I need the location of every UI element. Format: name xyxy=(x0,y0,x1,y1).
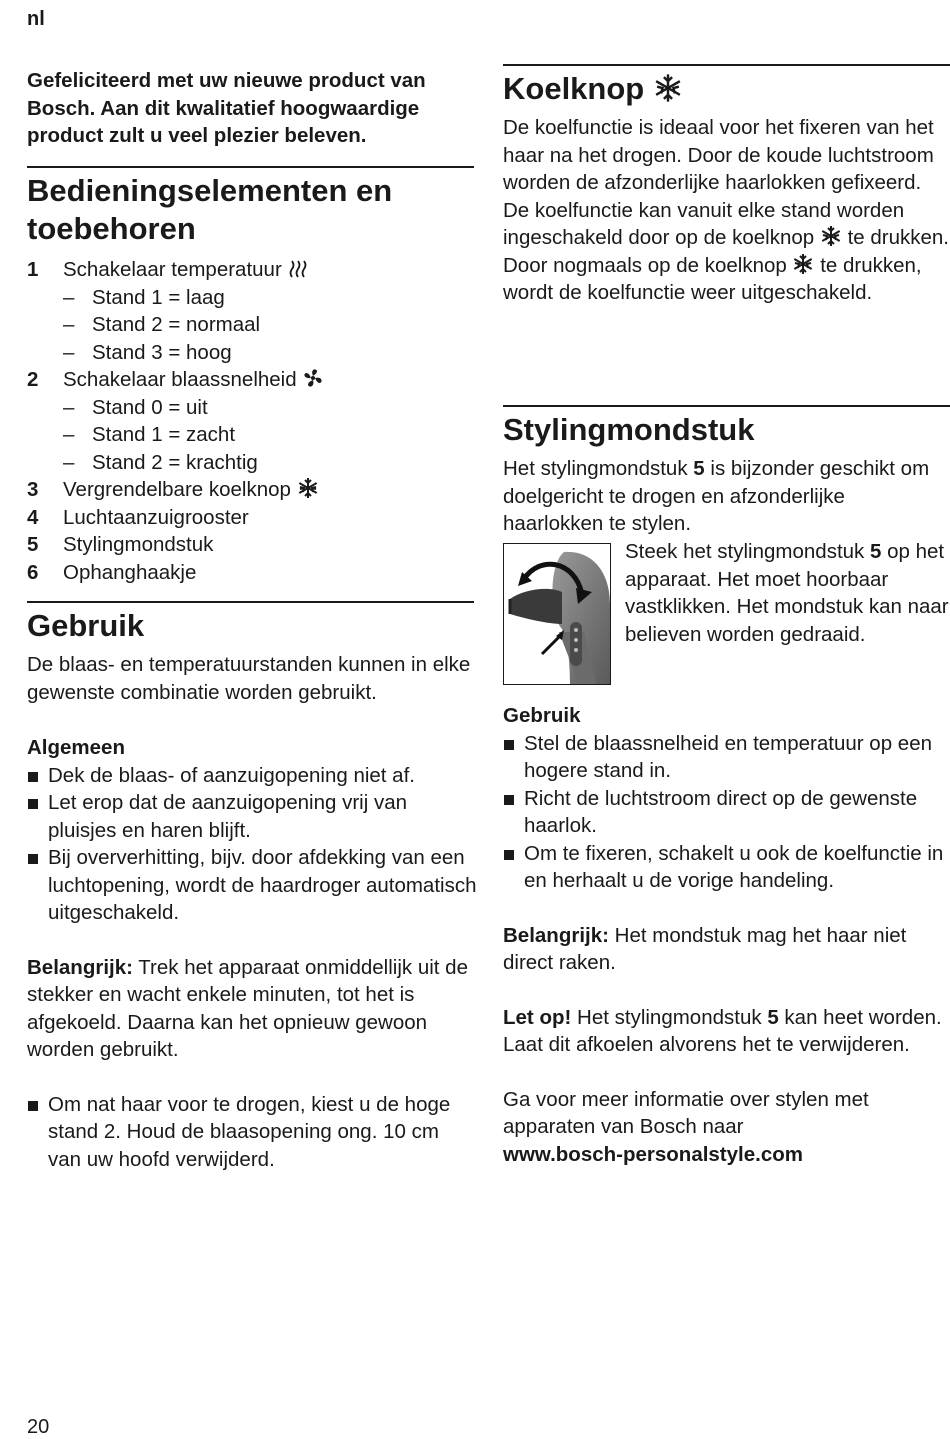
general-title: Algemeen xyxy=(27,736,125,759)
section-divider xyxy=(27,601,474,603)
figure-caption xyxy=(625,538,950,648)
caution-text: Het stylingmondstuk xyxy=(571,1005,768,1029)
list-item xyxy=(27,762,477,790)
item-label: Ophanghaakje xyxy=(63,560,197,584)
styling-usage-list xyxy=(503,730,950,895)
list-item xyxy=(27,531,477,559)
intro-text: Gefeliciteerd met uw nieuwe product van Bosch. Aan dit kwalitatief hoogwaardige product zult u veel plezier beleven. xyxy=(27,69,426,147)
important-note xyxy=(27,954,477,1064)
caution-note xyxy=(503,1004,950,1059)
list-subitem: – Stand 3 = hoog xyxy=(27,339,477,367)
part-number: 5 xyxy=(693,457,705,480)
styling-usage xyxy=(503,702,950,1168)
caption-text: op het apparaat. Het moet hoorbaar vastklikken. Het mondstuk kan naar believen worden gedraaid. xyxy=(625,540,949,646)
list-item xyxy=(27,789,477,844)
list-subitem: – Stand 0 = uit xyxy=(27,394,477,422)
list-item xyxy=(27,256,477,284)
section-divider xyxy=(27,166,474,168)
usage-section xyxy=(27,607,477,1173)
usage-title: Gebruik xyxy=(27,608,145,643)
item-label: Schakelaar temperatuur xyxy=(63,258,282,281)
cool-text: Door nogmaals op de koelknop xyxy=(503,253,787,277)
item-label: Schakelaar blaassnelheid xyxy=(63,368,297,391)
subitem-label: Stand 1 = zacht xyxy=(92,423,236,446)
part-number: 5 xyxy=(870,540,882,563)
styling-important-note xyxy=(503,922,950,977)
list-subitem: – Stand 1 = laag xyxy=(27,284,477,312)
styling-section xyxy=(503,411,950,538)
subitem-label: Stand 2 = normaal xyxy=(92,313,261,336)
styling-usage-title: Gebruik xyxy=(503,704,581,727)
cool-text: De koelfunctie kan vanuit elke stand worden ingeschakeld door op de koelknop xyxy=(503,198,905,249)
website-link[interactable]: www.bosch-personalstyle.com xyxy=(503,1142,803,1166)
important-label: Belangrijk: xyxy=(503,923,609,947)
item-label: Stylingmondstuk xyxy=(63,533,214,556)
bullet-text: Richt de luchtstroom direct op de gewenste haarlok. xyxy=(524,786,918,837)
bullet-text: Bij oververhitting, bijv. door afdekking van een luchtopening, wordt de haardroger automatisch uitgeschakeld. xyxy=(48,846,477,924)
list-item xyxy=(27,366,477,394)
important-text: Het mondstuk mag het haar niet direct raken. xyxy=(503,923,907,974)
controls-list xyxy=(27,256,477,586)
item-number: 2 xyxy=(27,368,39,391)
bullet-text: Let erop dat de aanzuigopening vrij van pluisjes en haren blijft. xyxy=(48,791,408,842)
cool-text: te drukken, wordt de koelfunctie weer uitgeschakeld. xyxy=(503,253,922,304)
info-text: Ga voor meer informatie over stylen met apparaten van Bosch naar xyxy=(503,1087,869,1138)
cool-paragraph-1: De koelfunctie is ideaal voor het fixeren van het haar na het drogen. Door de koude luchtstroom worden de afzonderlijke haarlokken gefixeerd. xyxy=(503,116,934,194)
fan-icon xyxy=(302,367,324,389)
list-item xyxy=(503,730,950,785)
controls-title: Bedieningselementen en toebehoren xyxy=(27,173,393,246)
list-item xyxy=(27,504,477,532)
item-number: 6 xyxy=(27,560,39,584)
page-number: 20 xyxy=(27,1416,50,1438)
important-text: Trek het apparaat onmiddellijk uit de stekker en wacht enkele minuten, tot het is afgekoeld. Daarna kan het opnieuw gewoon worden gebruikt. xyxy=(27,955,468,1061)
section-divider xyxy=(503,405,950,407)
cool-paragraph-3 xyxy=(503,252,950,307)
subitem-label: Stand 1 = laag xyxy=(92,285,225,309)
general-list xyxy=(27,762,477,927)
list-item xyxy=(503,840,950,895)
snowflake-icon xyxy=(653,73,683,103)
hair-dryer-image xyxy=(504,544,610,684)
item-label: Vergrendelbare koelknop xyxy=(63,478,291,501)
list-subitem: – Stand 2 = krachtig xyxy=(27,449,477,477)
part-number: 5 xyxy=(767,1005,779,1029)
bullet-text: Dek de blaas- of aanzuigopening niet af. xyxy=(48,763,415,787)
wet-hair-list xyxy=(27,1091,477,1174)
cool-title xyxy=(503,70,950,108)
list-item xyxy=(27,1091,477,1174)
subitem-label: Stand 3 = hoog xyxy=(92,340,232,364)
list-item xyxy=(27,844,477,927)
item-number: 4 xyxy=(27,505,39,529)
list-subitem: – Stand 2 = normaal xyxy=(27,311,477,339)
list-item xyxy=(27,476,477,504)
item-label: Luchtaanzuigrooster xyxy=(63,505,249,529)
usage-intro: De blaas- en temperatuurstanden kunnen in elke gewenste combinatie worden gebruikt. xyxy=(27,653,471,704)
list-item xyxy=(27,559,477,587)
bullet-text: Om nat haar voor te drogen, kiest u de hoge stand 2. Houd de blaasopening ong. 10 cm van uw hoofd verwijderd. xyxy=(48,1092,451,1171)
cool-title-text: Koelknop xyxy=(503,71,645,106)
caution-text: kan heet worden. Laat dit afkoelen alvorens het te verwijderen. xyxy=(503,1005,942,1056)
subitem-label: Stand 2 = krachtig xyxy=(92,450,258,474)
bullet-text: Stel de blaassnelheid en temperatuur op een hogere stand in. xyxy=(524,731,933,782)
controls-section xyxy=(27,172,477,586)
caution-label: Let op! xyxy=(503,1005,572,1029)
snowflake-icon xyxy=(820,225,842,247)
section-divider xyxy=(503,64,950,66)
bullet-text: Om te fixeren, schakelt u ook de koelfunctie in en herhaalt u de vorige handeling. xyxy=(524,841,944,892)
snowflake-icon xyxy=(297,477,319,499)
caption-text: Steek het stylingmondstuk xyxy=(625,540,870,563)
snowflake-icon xyxy=(792,253,814,275)
language-code: nl xyxy=(27,8,45,30)
cool-paragraph-2 xyxy=(503,197,950,252)
list-item xyxy=(503,785,950,840)
styling-text: is bijzonder geschikt om doelgericht te drogen en afzonderlijke haarlokken te stylen. xyxy=(503,457,930,535)
list-subitem: – Stand 1 = zacht xyxy=(27,421,477,449)
styling-title: Stylingmondstuk xyxy=(503,412,755,447)
cool-section xyxy=(503,70,950,307)
styling-text: Het stylingmondstuk xyxy=(503,457,694,480)
important-label: Belangrijk: xyxy=(27,955,133,979)
heat-icon xyxy=(288,259,308,279)
subitem-label: Stand 0 = uit xyxy=(92,395,208,419)
cool-text: te drukken. xyxy=(847,226,949,249)
item-number: 5 xyxy=(27,533,39,556)
styling-paragraph-1 xyxy=(503,455,950,538)
nozzle-illustration xyxy=(503,543,611,685)
item-number: 3 xyxy=(27,478,39,501)
item-number: 1 xyxy=(27,258,39,281)
